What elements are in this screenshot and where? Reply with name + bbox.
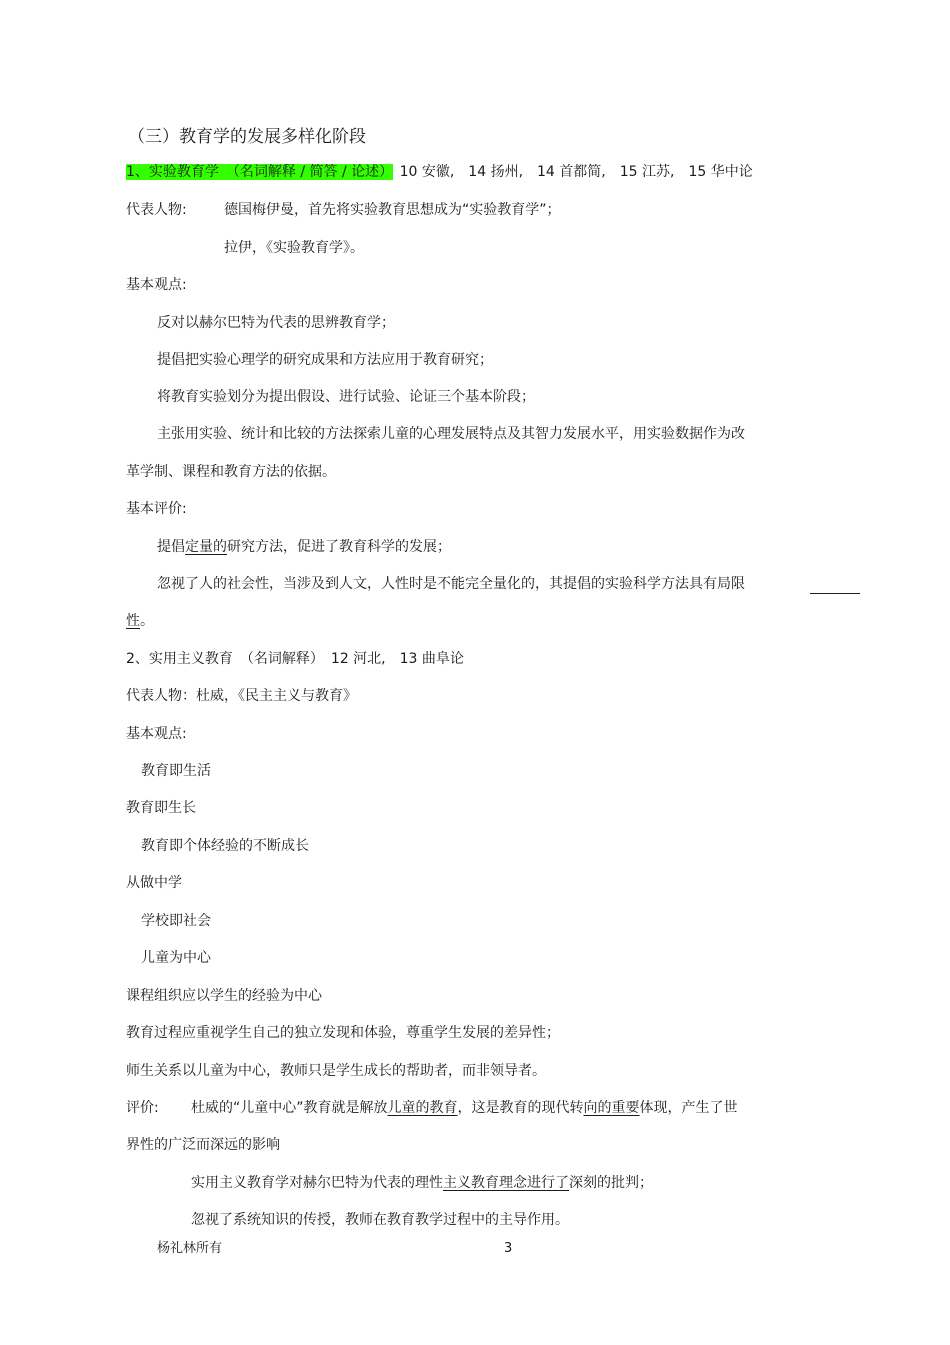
exp-view-item: 提倡把实验心理学的研究成果和方法应用于教育研究；	[157, 352, 493, 368]
exp-view-item: 反对以赫尔巴特为代表的思辨教育学；	[157, 315, 395, 331]
prag-eval-1-cont: 界性的广泛而深远的影响	[126, 1137, 280, 1153]
exp-rep-1: 德国梅伊曼，首先将实验教育思想成为“实验教育学”；	[224, 202, 561, 218]
prag-eval-1-underlined-2: 向的重要	[583, 1100, 640, 1116]
prag-eval-2-text: 实用主义教育学对赫尔巴特为代表的理性	[191, 1175, 443, 1191]
footer-owner: 杨礼林所有	[157, 1241, 223, 1256]
margin-rule	[810, 593, 860, 594]
prag-view-item: 师生关系以儿童为中心，教师只是学生成长的帮助者，而非领导者。	[126, 1063, 546, 1079]
exp-view-item-cont: 革学制、课程和教育方法的依据。	[126, 464, 336, 480]
prag-views-label: 基本观点:	[126, 726, 187, 742]
prag-eval-label: 评价:	[126, 1100, 159, 1116]
exp-view-item: 将教育实验划分为提出假设、进行试验、论证三个基本阶段；	[157, 389, 535, 405]
prag-eval-1-text: 杜威的“儿童中心”教育就是解放	[191, 1100, 388, 1116]
prag-view-item: 学校即社会	[141, 913, 211, 929]
prag-view-item: 从做中学	[126, 875, 182, 891]
exp-views-label: 基本观点:	[126, 277, 187, 293]
exp-rep-label: 代表人物:	[126, 202, 187, 218]
prag-title: 2、实用主义教育 （名词解释） 12 河北, 13 曲阜论	[126, 651, 464, 667]
prag-eval-1-underlined: 儿童的教育	[387, 1100, 458, 1116]
prag-view-item: 教育即生长	[126, 800, 196, 816]
exp-exam-list: 10 安徽, 14 扬州, 14 首都简, 15 江苏, 15 华中论	[399, 164, 753, 180]
exp-eval-label: 基本评价:	[126, 501, 187, 517]
prag-view-item: 儿童为中心	[141, 950, 211, 966]
exp-eval-2-cont	[126, 612, 154, 630]
exp-title-highlight: 1、实验教育学 （名词解释 / 简答 / 论述）	[126, 164, 394, 180]
prag-eval-2-underlined: 主义教育理念进行了	[443, 1175, 569, 1191]
exp-eval-1-text-end: 研究方法，促进了教育科学的发展；	[227, 539, 451, 555]
prag-rep: 代表人物：杜威，《民主主义与教育》	[126, 688, 357, 704]
prag-view-item: 教育过程应重视学生自己的独立发现和体验，尊重学生发展的差异性；	[126, 1025, 560, 1041]
prag-eval-2	[191, 1174, 653, 1192]
prag-view-item: 课程组织应以学生的经验为中心	[126, 988, 322, 1004]
page-number: 3	[504, 1241, 513, 1256]
prag-view-item: 教育即个体经验的不断成长	[141, 838, 309, 854]
exp-eval-1-text: 提倡	[157, 539, 185, 555]
exp-view-item: 主张用实验、统计和比较的方法探索儿童的心理发展特点及其智力发展水平，用实验数据作为改	[157, 426, 745, 442]
exp-eval-1-underlined: 定量的	[185, 539, 227, 555]
exp-eval-2-period: 。	[140, 613, 154, 629]
exp-title-line	[126, 163, 753, 181]
section-heading: （三）教育学的发展多样化阶段	[128, 127, 366, 147]
prag-view-item: 教育即生活	[141, 763, 211, 779]
prag-eval-1	[191, 1099, 738, 1117]
prag-eval-1-text-end: 体现，产生了世	[639, 1100, 738, 1116]
prag-eval-3: 忽视了系统知识的传授，教师在教育教学过程中的主导作用。	[191, 1212, 569, 1228]
prag-eval-2-text-end: 深刻的批判；	[569, 1175, 653, 1191]
exp-eval-2: 忽视了人的社会性，当涉及到人文，人性时是不能完全量化的，其提倡的实验科学方法具有局限	[157, 576, 745, 592]
exp-eval-2-underlined: 性	[126, 613, 140, 629]
exp-eval-1	[157, 538, 451, 556]
exp-rep-2: 拉伊，《实验教育学》。	[224, 240, 364, 256]
prag-eval-1-text-mid: ，这是教育的现代转	[457, 1100, 584, 1116]
